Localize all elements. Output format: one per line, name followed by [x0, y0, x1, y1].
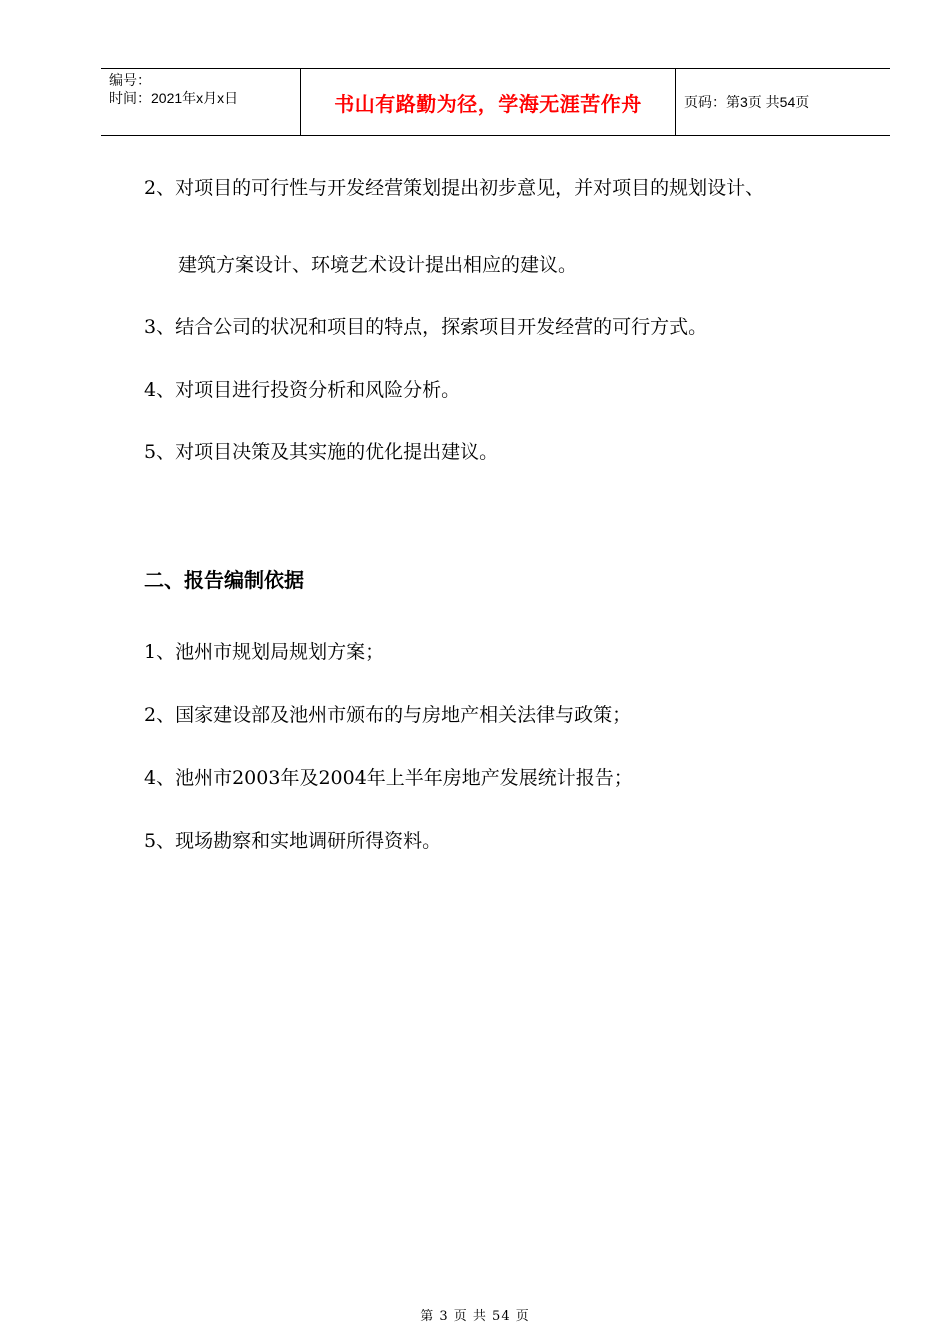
header-motto: 书山有路勤为径，学海无涯苦作舟 — [301, 69, 676, 135]
list-item: 4、池州市2003年及2004年上半年房地产发展统计报告； — [144, 767, 633, 789]
section-heading: 二、报告编制依据 — [144, 568, 304, 592]
list-item: 5、对项目决策及其实施的优化提出建议。 — [144, 441, 499, 463]
page-footer: 第 3 页 共 54 页 — [420, 1309, 530, 1324]
list-item: 2、国家建设部及池州市颁布的与房地产相关法律与政策； — [144, 704, 632, 726]
list-item: 4、对项目进行投资分析和风险分析。 — [144, 379, 461, 401]
document-time-label: 时间：2021年x月x日 — [109, 90, 239, 106]
list-item: 2、对项目的可行性与开发经营策划提出初步意见，并对项目的规划设计、 — [144, 177, 765, 199]
page-header — [101, 68, 890, 136]
list-item-continuation: 建筑方案设计、环境艺术设计提出相应的建议。 — [178, 254, 578, 276]
header-meta — [101, 69, 301, 135]
list-item: 5、现场勘察和实地调研所得资料。 — [144, 830, 442, 852]
list-item: 3、结合公司的状况和项目的特点，探索项目开发经营的可行方式。 — [144, 316, 708, 338]
header-page-info: 页码：第3页 共54页 — [684, 94, 810, 110]
list-item: 1、池州市规划局规划方案； — [144, 641, 385, 663]
document-number-label: 编号： — [109, 72, 151, 88]
